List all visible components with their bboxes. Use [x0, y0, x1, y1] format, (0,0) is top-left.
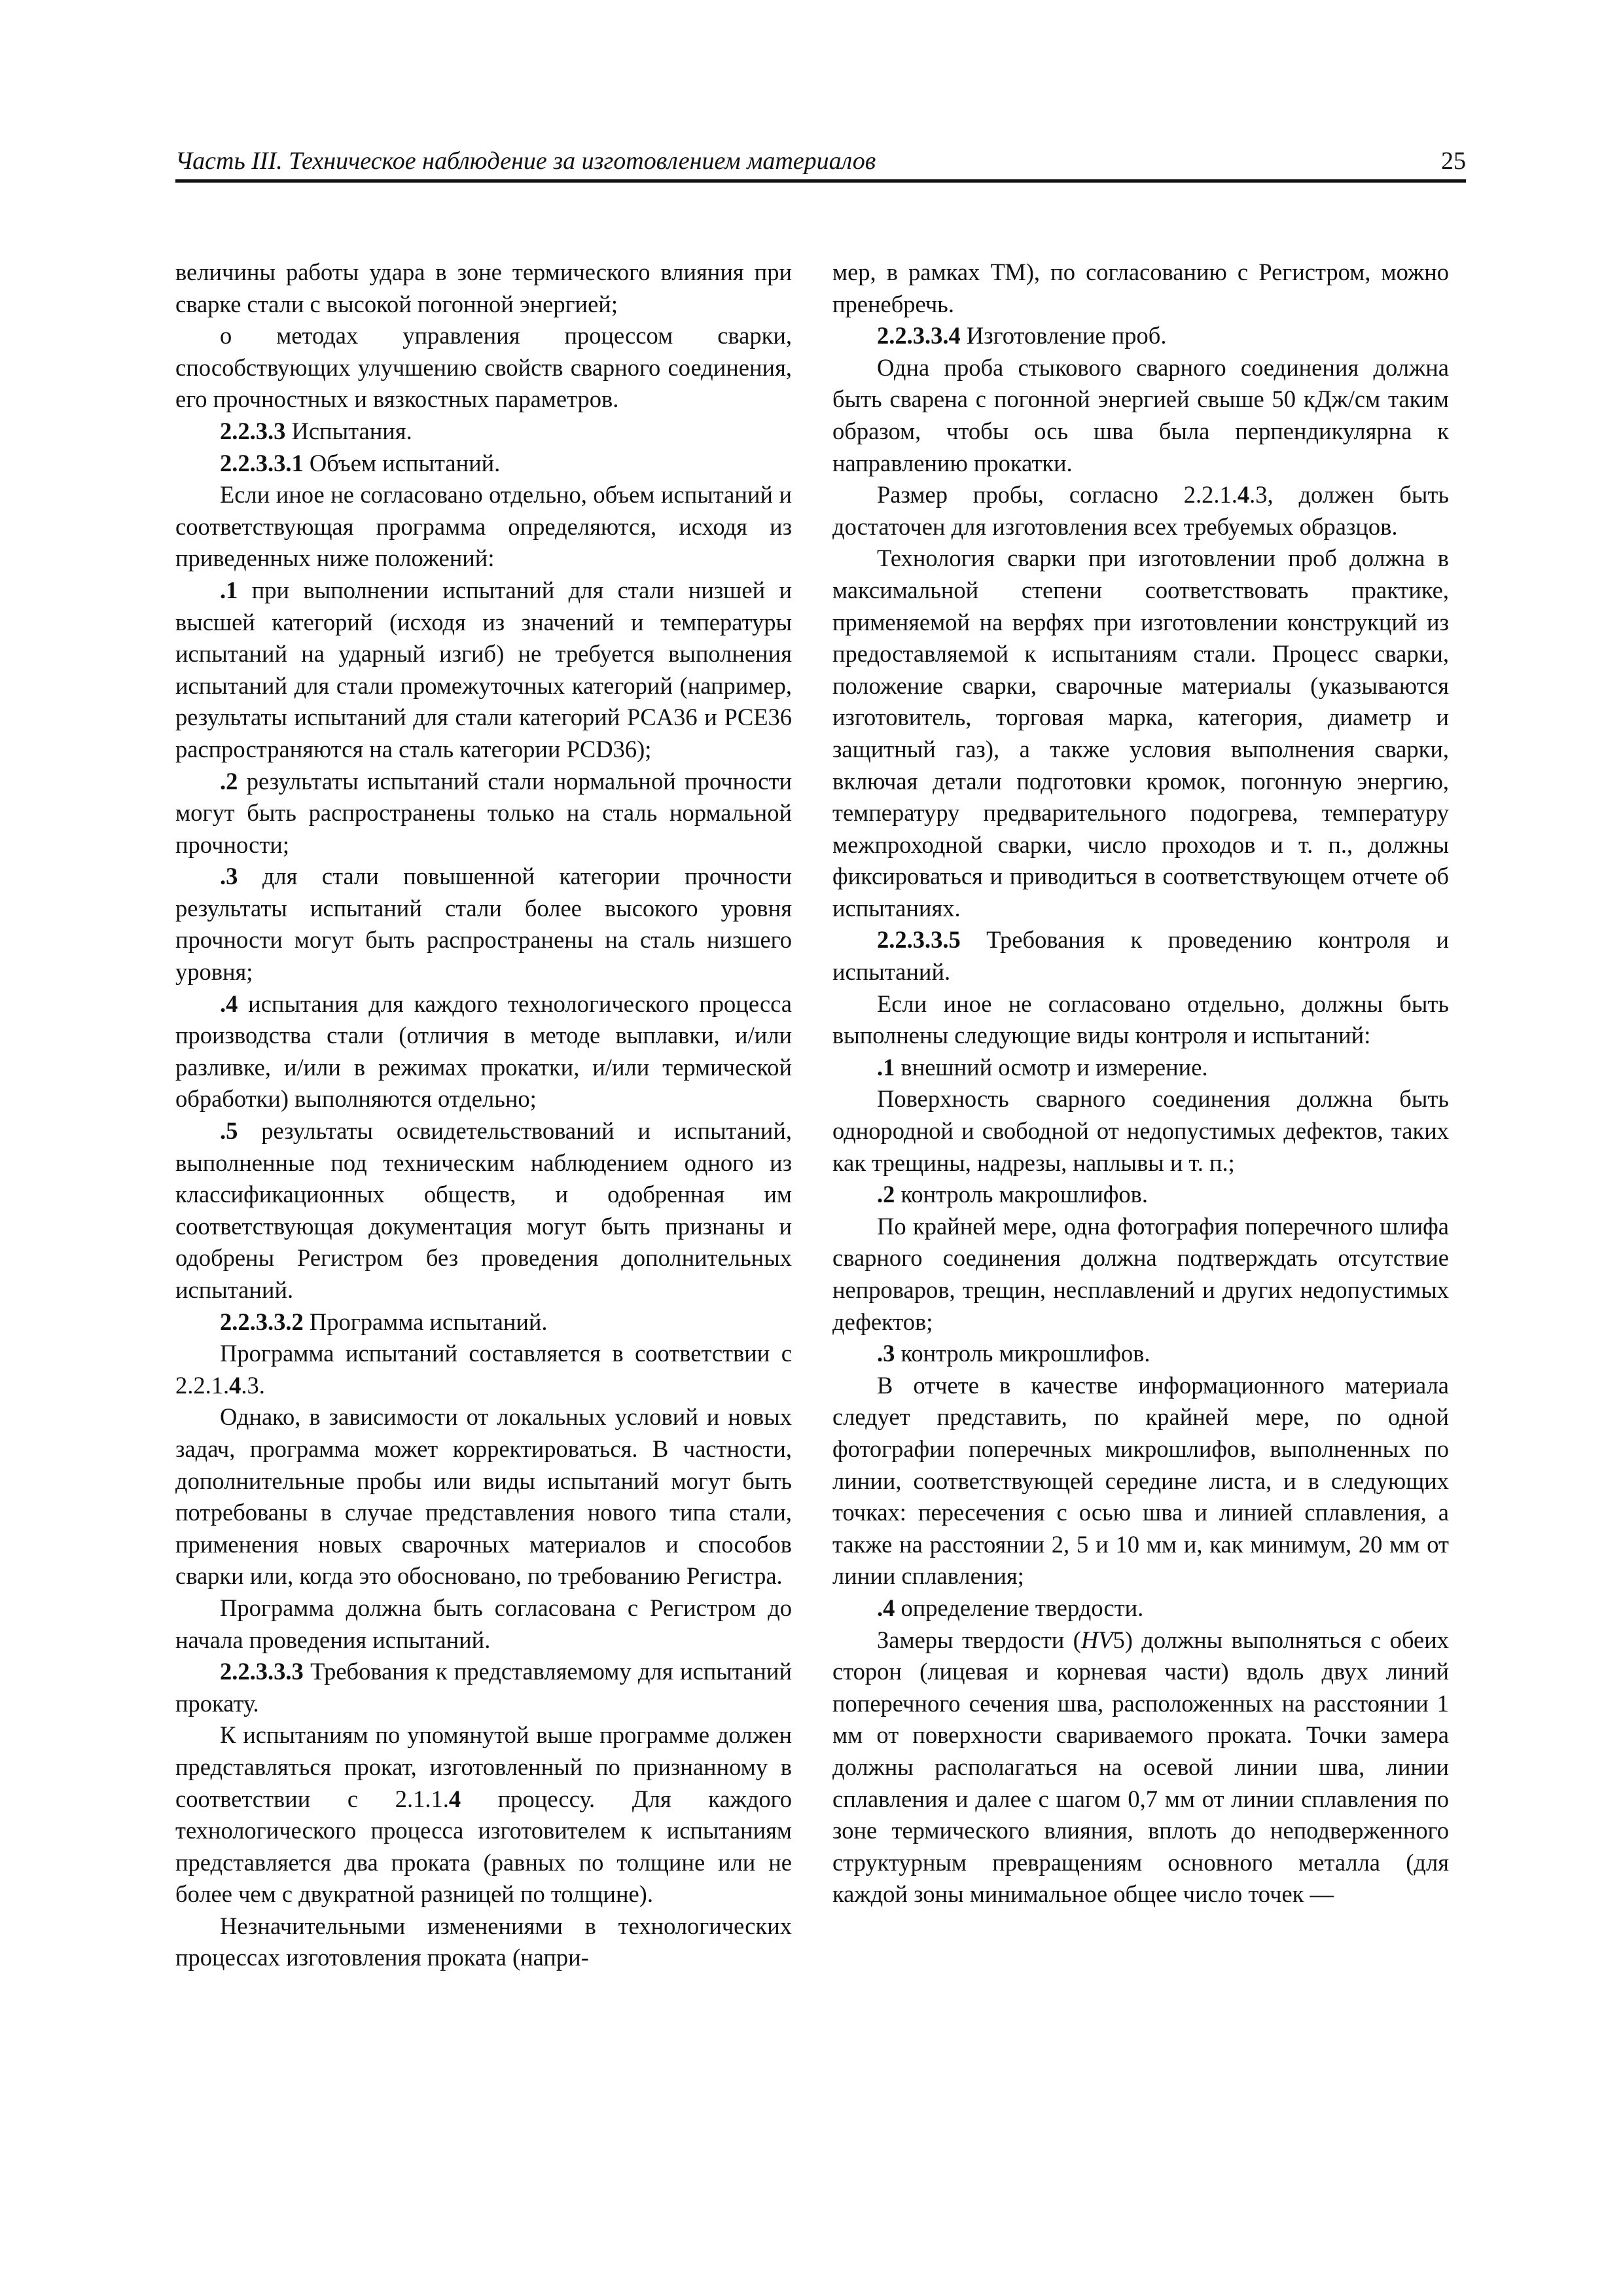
paragraph-text: Если иное не согласовано отдельно, должны быть выполнены следующие виды контроля и испытаний: [832, 990, 1449, 1049]
clause-paragraph [175, 416, 792, 448]
clause-text: Требования к проведению контроля и испытаний. [832, 926, 1449, 986]
paragraph-text: Поверхность сварного соединения должна быть однородной и свободной от недопустимых дефектов, таких как трещины, надрезы, наплывы и т. п.; [832, 1085, 1449, 1176]
paragraph-text: К испытаниям по упомянутой выше программе должен представляться прокат, изготовленный по признанному в соответствии с 2.1.1. [175, 1721, 792, 1812]
clause-text: контроль микрошлифов. [895, 1340, 1150, 1367]
clause-text: результаты освидетельствований и испытаний, выполненные под техническим наблюдением одного из классификационных обществ, и одобренная им соответствующая документация могут быть признаны и одобрены Регистром без проведения дополнительных испытаний. [175, 1117, 792, 1303]
reference-bold: 4 [1237, 481, 1250, 509]
clause-paragraph [175, 861, 792, 988]
text-paragraph [832, 1083, 1449, 1179]
clause-number: .1 [877, 1053, 895, 1081]
paragraph-text: величины работы удара в зоне термического влияния при сварке стали с высокой погонной энергией; [175, 259, 792, 317]
clause-paragraph [175, 988, 792, 1115]
clause-text: результаты испытаний стали нормальной прочности могут быть распространены только на сталь нормальной прочности; [175, 767, 792, 858]
clause-text: Объем испытаний. [303, 449, 501, 476]
paragraph-text: Одна проба стыкового сварного соединения должна быть сварена с погонной энергией свыше 50 кДж/см таким образом, чтобы ось шва была перпендикулярна к направлению прокатки. [832, 353, 1449, 476]
text-paragraph [175, 1401, 792, 1592]
clause-paragraph [175, 448, 792, 480]
clause-number: .4 [220, 990, 238, 1017]
text-paragraph [175, 1592, 792, 1656]
right-column [832, 257, 1449, 1910]
paragraph-text: .3. [241, 1371, 265, 1399]
clause-text: для стали повышенной категории прочности результаты испытаний стали более высокого уровня прочности могут быть распространены на сталь низшего уровня; [175, 863, 792, 986]
clause-number: 2.2.3.3.4 [877, 322, 961, 350]
text-paragraph [832, 257, 1449, 320]
reference-bold: 4 [229, 1371, 241, 1399]
page-number: 25 [1441, 147, 1466, 175]
clause-text: при выполнении испытаний для стали низшей и высшей категорий (исходя из значений и температуры испытаний на ударный изгиб) не требуется выполнения испытаний для стали промежуточных категорий (например, результаты испытаний для стали категорий PCA36 и PCE36 распространяются на сталь категории PCD36); [175, 576, 792, 762]
clause-paragraph [175, 575, 792, 766]
clause-text: контроль макрошлифов. [895, 1181, 1148, 1208]
clause-paragraph [832, 924, 1449, 988]
clause-number: .2 [220, 767, 238, 795]
clause-paragraph [832, 1592, 1449, 1624]
clause-paragraph [175, 1306, 792, 1338]
paragraph-text: Размер пробы, согласно 2.2.1. [877, 481, 1238, 509]
clause-number: .2 [877, 1181, 895, 1208]
header-title: Часть III. Техническое наблюдение за изготовлением материалов [175, 147, 876, 175]
text-paragraph [832, 1211, 1449, 1338]
paragraph-text: Технология сварки при изготовлении проб должна в максимальной степени соответствовать практике, применяемой на верфях при изготовлении конструкций из предоставляемой к испытаниям стали. Процесс сварки, положение сварки, сварочные материалы (указываются изготовитель, торговая марка, категория, диаметр и защитный газ), а также условия выполнения сварки, включая детали подготовки кромок, погонную энергию, температуру предварительного подогрева, температуру межпроходной сварки, число проходов и т. п., должны фиксироваться и приводиться в соответствующем отчете об испытаниях. [832, 545, 1449, 922]
paragraph-text: По крайней мере, одна фотография поперечного шлифа сварного соединения должна подтверждать отсутствие непроваров, трещин, несплавлений и других недопустимых дефектов; [832, 1212, 1449, 1335]
clause-number: .3 [220, 863, 238, 890]
clause-text: внешний осмотр и измерение. [895, 1053, 1208, 1081]
paragraph-text: Замеры твердости ( [877, 1626, 1081, 1653]
running-header [175, 143, 1466, 183]
clause-text: Программа испытаний. [303, 1308, 548, 1335]
clause-number: .1 [220, 576, 238, 603]
paragraph-text: .3, должен быть достаточен для изготовления всех требуемых образцов. [832, 481, 1450, 540]
text-paragraph [175, 479, 792, 575]
clause-text: Требования к представляемому для испытаний прокату. [175, 1658, 792, 1717]
paragraph-text: 5) должны выполняться с обеих сторон (лицевая и корневая части) вдоль двух линий поперечного сечения шва, расположенных на расстоянии 1 мм от поверхности свариваемого проката. Точки замера должны располагаться на осевой линии шва, линии сплавления и далее с шагом 0,7 мм от линии сплавления по зоне термического влияния, вплоть до неподверженного структурным превращениям основного металла (для каждой зоны минимальное общее число точек — [832, 1626, 1449, 1908]
clause-number: 2.2.3.3.3 [220, 1658, 304, 1685]
text-paragraph [832, 543, 1449, 924]
text-paragraph [175, 1719, 792, 1910]
text-paragraph [832, 988, 1449, 1052]
clause-paragraph [175, 1115, 792, 1306]
text-paragraph [175, 1338, 792, 1401]
paragraph-text: о методах управления процессом сварки, способствующих улучшению свойств сварного соединения, его прочностных и вязкостных параметров. [175, 322, 792, 413]
clause-paragraph [832, 1052, 1449, 1084]
clause-text: Испытания. [285, 417, 412, 444]
clause-number: 2.2.3.3.5 [877, 926, 961, 954]
clause-text: Изготовление проб. [960, 322, 1167, 350]
text-paragraph [832, 352, 1449, 479]
italic-symbol: HV [1080, 1626, 1113, 1653]
text-paragraph [175, 257, 792, 320]
paragraph-text: Незначительными изменениями в технологических процессах изготовления проката (напри- [175, 1912, 792, 1971]
paragraph-text: Программа должна быть согласована с Регистром до начала проведения испытаний. [175, 1594, 792, 1653]
clause-number: 2.2.3.3 [220, 417, 286, 444]
clause-paragraph [175, 1656, 792, 1719]
text-paragraph [832, 479, 1449, 543]
clause-paragraph [832, 1179, 1449, 1211]
text-paragraph [832, 1624, 1449, 1910]
paragraph-text: В отчете в качестве информационного материала следует представить, по крайней мере, по одной фотографии поперечных микрошлифов, выполненных по линии, соответствующей середине листа, и в следующих точках: пересечения с осью шва и линией сплавления, а также на расстоянии 2, 5 и 10 мм и, как минимум, 20 мм от линии сплавления; [832, 1371, 1449, 1590]
text-paragraph [175, 320, 792, 416]
text-paragraph [832, 1370, 1449, 1592]
clause-number: .5 [220, 1117, 238, 1145]
clause-paragraph [175, 766, 792, 861]
paragraph-text: Если иное не согласовано отдельно, объем испытаний и соответствующая программа определяются, исходя из приведенных ниже положений: [175, 481, 792, 572]
left-column [175, 257, 792, 1974]
paragraph-text: процессу. Для каждого технологического процесса изготовителем к испытаниям представляется два проката (равных по толщине или не более чем с двукратной разницей по толщине). [175, 1785, 792, 1908]
text-paragraph [175, 1910, 792, 1974]
paragraph-text: Однако, в зависимости от локальных условий и новых задач, программа может корректироваться. В частности, дополнительные пробы или виды испытаний могут быть потребованы в случае представления нового типа стали, применения новых сварочных материалов и способов сварки или, когда это обосновано, по требованию Регистра. [175, 1403, 792, 1590]
clause-number: .3 [877, 1340, 895, 1367]
clause-text: испытания для каждого технологического процесса производства стали (отличия в методе выплавки, и/или разливке, и/или в режимах прокатки, и/или термической обработки) выполняются отдельно; [175, 990, 792, 1113]
reference-bold: 4 [448, 1785, 461, 1812]
paragraph-text: мер, в рамках ТМ), по согласованию с Регистром, можно пренебречь. [832, 259, 1449, 317]
clause-number: 2.2.3.3.2 [220, 1308, 304, 1335]
paragraph-text: Программа испытаний составляется в соответствии с 2.2.1. [175, 1340, 792, 1399]
clause-number: 2.2.3.3.1 [220, 449, 304, 476]
clause-number: .4 [877, 1594, 895, 1621]
clause-paragraph [832, 1338, 1449, 1370]
clause-text: определение твердости. [895, 1594, 1144, 1621]
clause-paragraph [832, 320, 1449, 352]
